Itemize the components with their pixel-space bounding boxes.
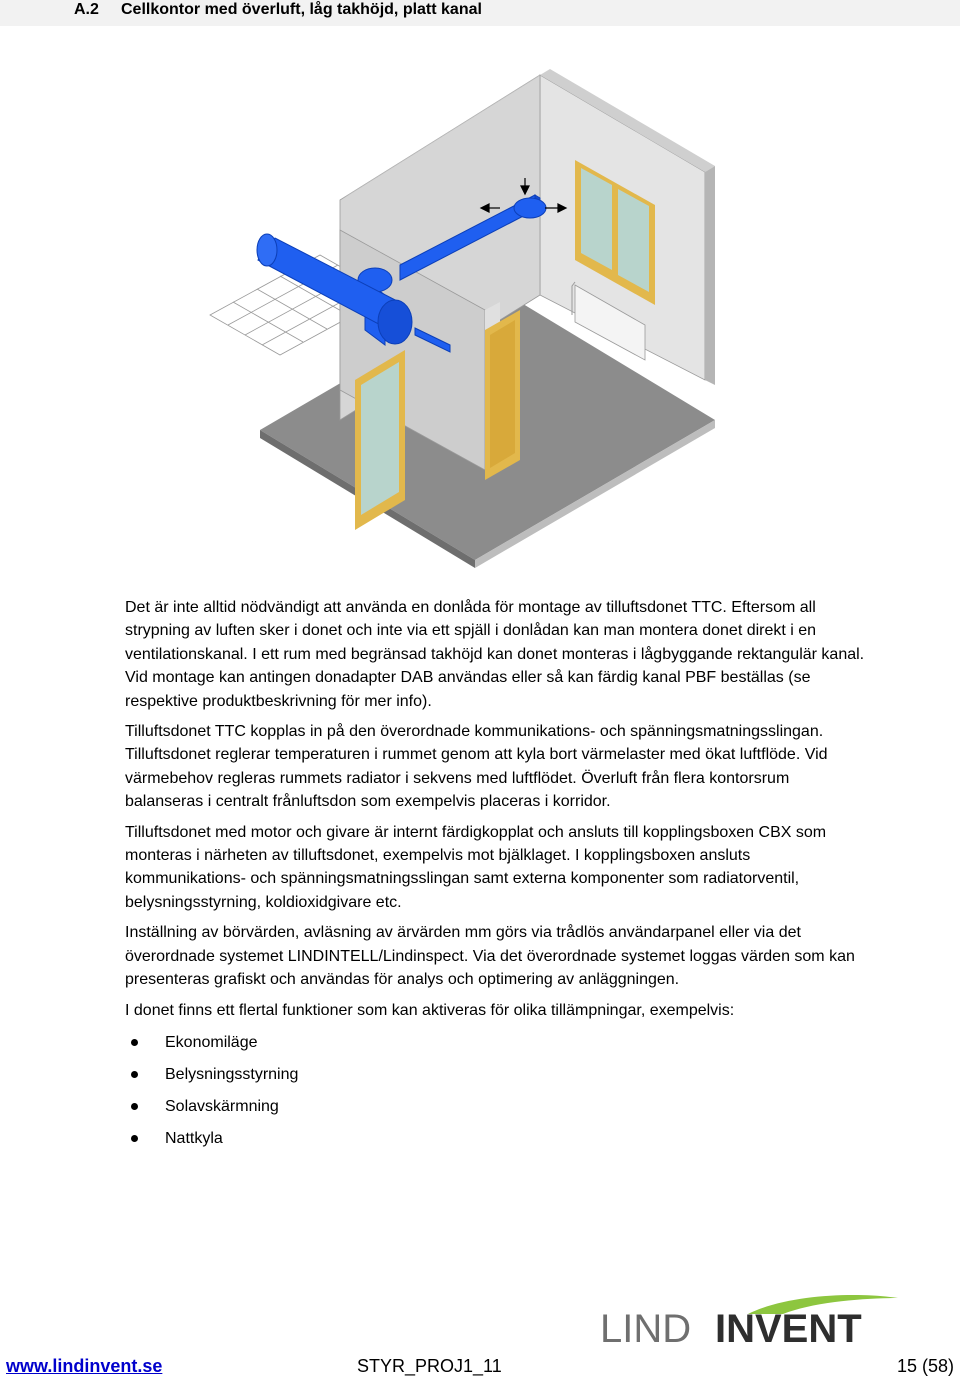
list-item — [125, 1062, 865, 1094]
bullet-icon — [131, 1039, 138, 1046]
bullet-icon — [131, 1071, 138, 1078]
list-item-label: Ekonomiläge — [165, 1033, 258, 1051]
room-illustration — [200, 60, 730, 580]
paragraph: I donet finns ett flertal funktioner som kan aktiveras för olika tillämpningar, exempelvis: — [125, 1001, 735, 1019]
paragraph: Tilluftsdonet TTC kopplas in på den överordnade kommunikations- och spänningsmatningsslingan. Tilluftsdonet reglerar temperaturen i rummet genom att kyla bort värmelaster med ökat luftflöde. Vid värmebehov regleras rummets radiator i sekvens med luftflödet. Överluft från flera kontorsrum balanseras i centralt frånluftsdon som exempelvis placeras i korridor. — [125, 723, 828, 811]
document-id: STYR_PROJ1_11 — [357, 1356, 502, 1376]
list-item — [125, 1126, 865, 1158]
paragraph: Tilluftsdonet med motor och givare är internt färdigkopplat och ansluts till kopplingsboxen CBX som monteras i närheten av tilluftsdonet, exempelvis mot bjälklaget. I kopplingsboxen ansluts kommunikations- och spänningsmatningsslingan samt externa komponenter som radiatorventil, belysningsstyrning, koldioxidgivare etc. — [125, 823, 827, 911]
list-item-label: Belysningsstyrning — [165, 1065, 299, 1083]
section-heading-bar — [0, 0, 960, 26]
section-title: Cellkontor med överluft, låg takhöjd, platt kanal — [121, 1, 482, 18]
page-number: 15 (58) — [896, 1356, 954, 1376]
section-number: A.2 — [74, 1, 99, 18]
bullet-icon — [131, 1135, 138, 1142]
paragraph: Inställning av börvärden, avläsning av ärvärden mm görs via trådlös användarpanel eller via det överordnade systemet LINDINTELL/Lindinspect. Via det överordnade systemet loggas värden som kan presenteras grafiskt och användas för analys och optimering av anläggningen. — [125, 924, 855, 989]
bullet-icon — [131, 1103, 138, 1110]
list-item-label: Solavskärmning — [165, 1097, 279, 1115]
door-glass — [355, 350, 405, 530]
list-item — [125, 1030, 865, 1062]
door-solid — [485, 310, 520, 480]
list-item-label: Nattkyla — [165, 1129, 223, 1147]
body-text — [125, 596, 865, 1158]
list-item — [125, 1094, 865, 1126]
function-list — [125, 1030, 865, 1158]
paragraph: Det är inte alltid nödvändigt att använda en donlåda för montage av tilluftsdonet TTC. Eftersom all strypning av luften sker i donet och inte via ett spjäll i donlådan kan man montera donet direkt i en ventilationskanal. I ett rum med begränsad takhöjd kan donet monteras i lågbyggande rektangulär kanal. Vid montage kan antingen donadapter DAB användas eller så kan färdig kanal PBF beställas (se respektive produktbeskrivning för mer info). — [125, 599, 865, 710]
lindinvent-logo — [598, 1292, 903, 1348]
website-link[interactable]: www.lindinvent.se — [6, 1356, 163, 1376]
logo-text-lind: LIND — [600, 1307, 692, 1348]
logo-text-invent: INVENT — [715, 1307, 862, 1348]
